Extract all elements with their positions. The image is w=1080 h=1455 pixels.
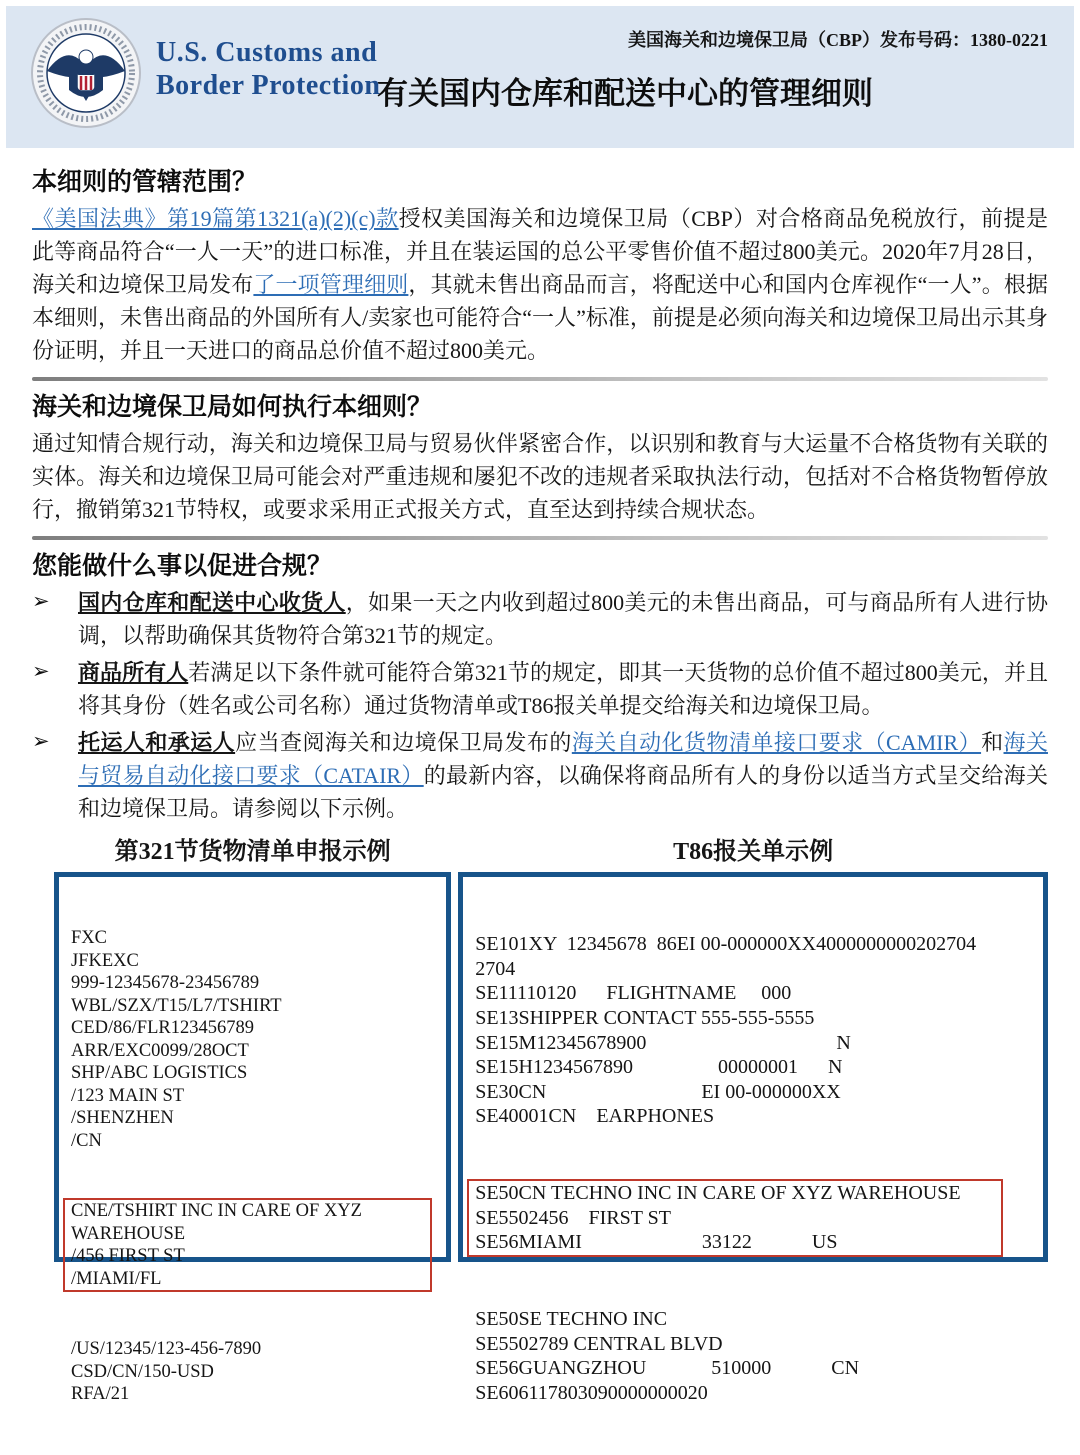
t86-example-title: T86报关单示例 [673,839,834,865]
bullet-carriers-body-1: 应当查阅海关和边境保卫局发布的 [235,730,572,755]
rule-announcement-link[interactable]: 了一项管理细则 [253,272,409,297]
bullet-carriers-body-3: 的最新内容，以确保将商品所有人的身份以适当方式呈交给海关和边境保卫局。请参阅以下示例。 [78,763,1048,821]
cbp-seal-icon [30,17,142,129]
manifest-line: JFKEXC [71,950,139,971]
bullet-owners-body: 若满足以下条件就可能符合第321节的规定，即其一天货物的总价值不超过800美元，并且将其身份（姓名或公司名称）通过货物清单或T86报关单提交给海关和边境保卫局。 [78,660,1048,718]
t86-example-box [458,872,1048,1404]
agency-line1: U.S. Customs and [156,37,378,68]
t86-line: SE56GUANGZHOU 510000 CN [475,1357,860,1380]
bullet-arrow-icon: ➢ [32,589,50,613]
bullet-consignees [32,586,1048,652]
t86-highlight-line: SE5502456 FIRST ST [475,1206,671,1229]
section-heading-enforcement: 海关和边境保卫局如何执行本细则？ [32,394,433,421]
bullet-consignees-body: ，如果一天之内收到超过800美元的未售出商品，可与商品所有人进行协调，以帮助确保其货物符合第321节的规定。 [78,590,1048,648]
manifest-example-box [54,872,451,1404]
catair-link[interactable]: 海关与贸易自动化接口要求（CATAIR） [78,730,1048,788]
t86-line: SE15M12345678900 N [475,1031,851,1054]
header-band [6,6,1074,148]
publication-number: 美国海关和边境保卫局（CBP）发布号码：1380-0221 [628,30,1048,50]
section-divider [32,377,1048,381]
bullet-owners [32,656,1048,722]
manifest-lines-bottom [71,1338,446,1406]
t86-lines-bottom [475,1307,1043,1405]
enforcement-paragraph: 通过知情合规行动，海关和边境保卫局与贸易伙伴紧密合作，以识别和教育与大运量不合格货物有关联的实体。海关和边境保卫局可能会对严重违规和屡犯不改的违规者采取执法行动，包括对不合格货物暂停放行，撤销第321节特权，或要求采用正式报关方式，直至达到持续合规状态。 [32,431,1048,522]
manifest-highlight-line: /456 FIRST ST [71,1246,185,1266]
example-boxes-row [54,872,1048,1404]
t86-line: SE5502789 CENTRAL BLVD [475,1332,723,1355]
t86-highlight-line: SE56MIAMI 33122 US [475,1231,838,1254]
manifest-line: /SHENZHEN [71,1108,174,1128]
t86-line: SE101XY 12345678 86EI 00-000000XX4000000000202704 [475,933,977,956]
t86-line: SE40001CN EARPHONES [475,1105,715,1128]
manifest-line: CED/86/FLR123456789 [71,1018,254,1038]
manifest-line: WBL/SZX/T15/L7/TSHIRT [71,995,282,1016]
manifest-line: FXC [71,928,107,948]
manifest-example-title: 第321节货物清单申报示例 [114,839,391,865]
bullet-owners-lead: 商品所有人 [78,660,189,685]
section-heading-scope: 本细则的管辖范围？ [32,169,258,196]
t86-line: SE50SE TECHNO INC [475,1308,668,1331]
section-divider [32,536,1048,540]
camir-link[interactable]: 海关自动化货物清单接口要求（CAMIR） [571,730,982,755]
manifest-line: ARR/EXC0099/28OCT [71,1040,249,1061]
document-body [32,156,1048,1404]
consignee-highlight-box [63,1198,432,1292]
manifest-line: SHP/ABC LOGISTICS [71,1063,248,1083]
owner-highlight-box [467,1179,1003,1257]
manifest-line: 999-12345678-23456789 [71,973,260,993]
t86-lines-top [475,932,1043,1129]
example-titles-row [54,831,1048,866]
bullet-carriers [32,726,1048,825]
bullet-carriers-body-2: 和 [981,730,1004,755]
manifest-lines-top [71,927,446,1152]
bullet-carriers-lead: 托运人和承运人 [78,730,236,755]
t86-line: SE11110120 FLIGHTNAME 000 [475,982,792,1005]
bullet-owners-text [78,656,1048,722]
manifest-highlight-line: CNE/TSHIRT INC IN CARE OF XYZ [71,1201,362,1221]
manifest-line: /US/12345/123-456-7890 [71,1339,262,1359]
section-heading-compliance: 您能做什么事以促进合规？ [32,553,333,580]
t86-line: SE30CN EI 00-000000XX [475,1080,841,1103]
manifest-line: RFA/21 [71,1384,130,1404]
bullet-consignees-text [78,586,1048,652]
t86-line: SE13SHIPPER CONTACT 555-555-5555 [475,1006,815,1029]
agency-line2: Border Protection [156,70,381,101]
manifest-line: /123 MAIN ST [71,1085,185,1106]
bullet-carriers-text [78,726,1048,825]
manifest-line: CSD/CN/150-USD [71,1361,214,1382]
page-title: 有关国内仓库和配送中心的管理细则 [377,76,873,111]
t86-line: 2704 [475,957,516,980]
t86-line: SE606117803090000000020 [475,1381,708,1404]
scope-paragraph [32,202,1048,367]
scope-text-1: 授权美国海关和边境保卫局（CBP）对合格商品免税放行，前提是此等商品符合“一人一天”的进口标准，并且在装运国的总公平零售价值不超过800美元。2020年7月28日，海关和边境保卫局发布 [32,206,1048,297]
usc-1321-link[interactable]: 《美国法典》第19篇第1321(a)(2)(c)款 [32,206,399,231]
t86-line: SE15H1234567890 00000001 N [475,1056,843,1079]
manifest-line: /CN [71,1130,102,1151]
scope-text-2: ，其就未售出商品而言，将配送中心和国内仓库视作“一人”。根据本细则，未售出商品的外国所有人/卖家也可能符合“一人”标准，前提是必须向海关和边境保卫局出示其身份证明，并且一天进口的商品总价值不超过800美元。 [32,272,1048,363]
bullet-arrow-icon: ➢ [32,659,50,683]
manifest-highlight-line: /MIAMI/FL [71,1268,162,1289]
bullet-consignees-lead: 国内仓库和配送中心收货人 [78,590,346,615]
t86-highlight-line: SE50CN TECHNO INC IN CARE OF XYZ WAREHOUSE [475,1182,961,1205]
manifest-highlight-line: WAREHOUSE [71,1223,186,1244]
bullet-arrow-icon: ➢ [32,729,50,753]
